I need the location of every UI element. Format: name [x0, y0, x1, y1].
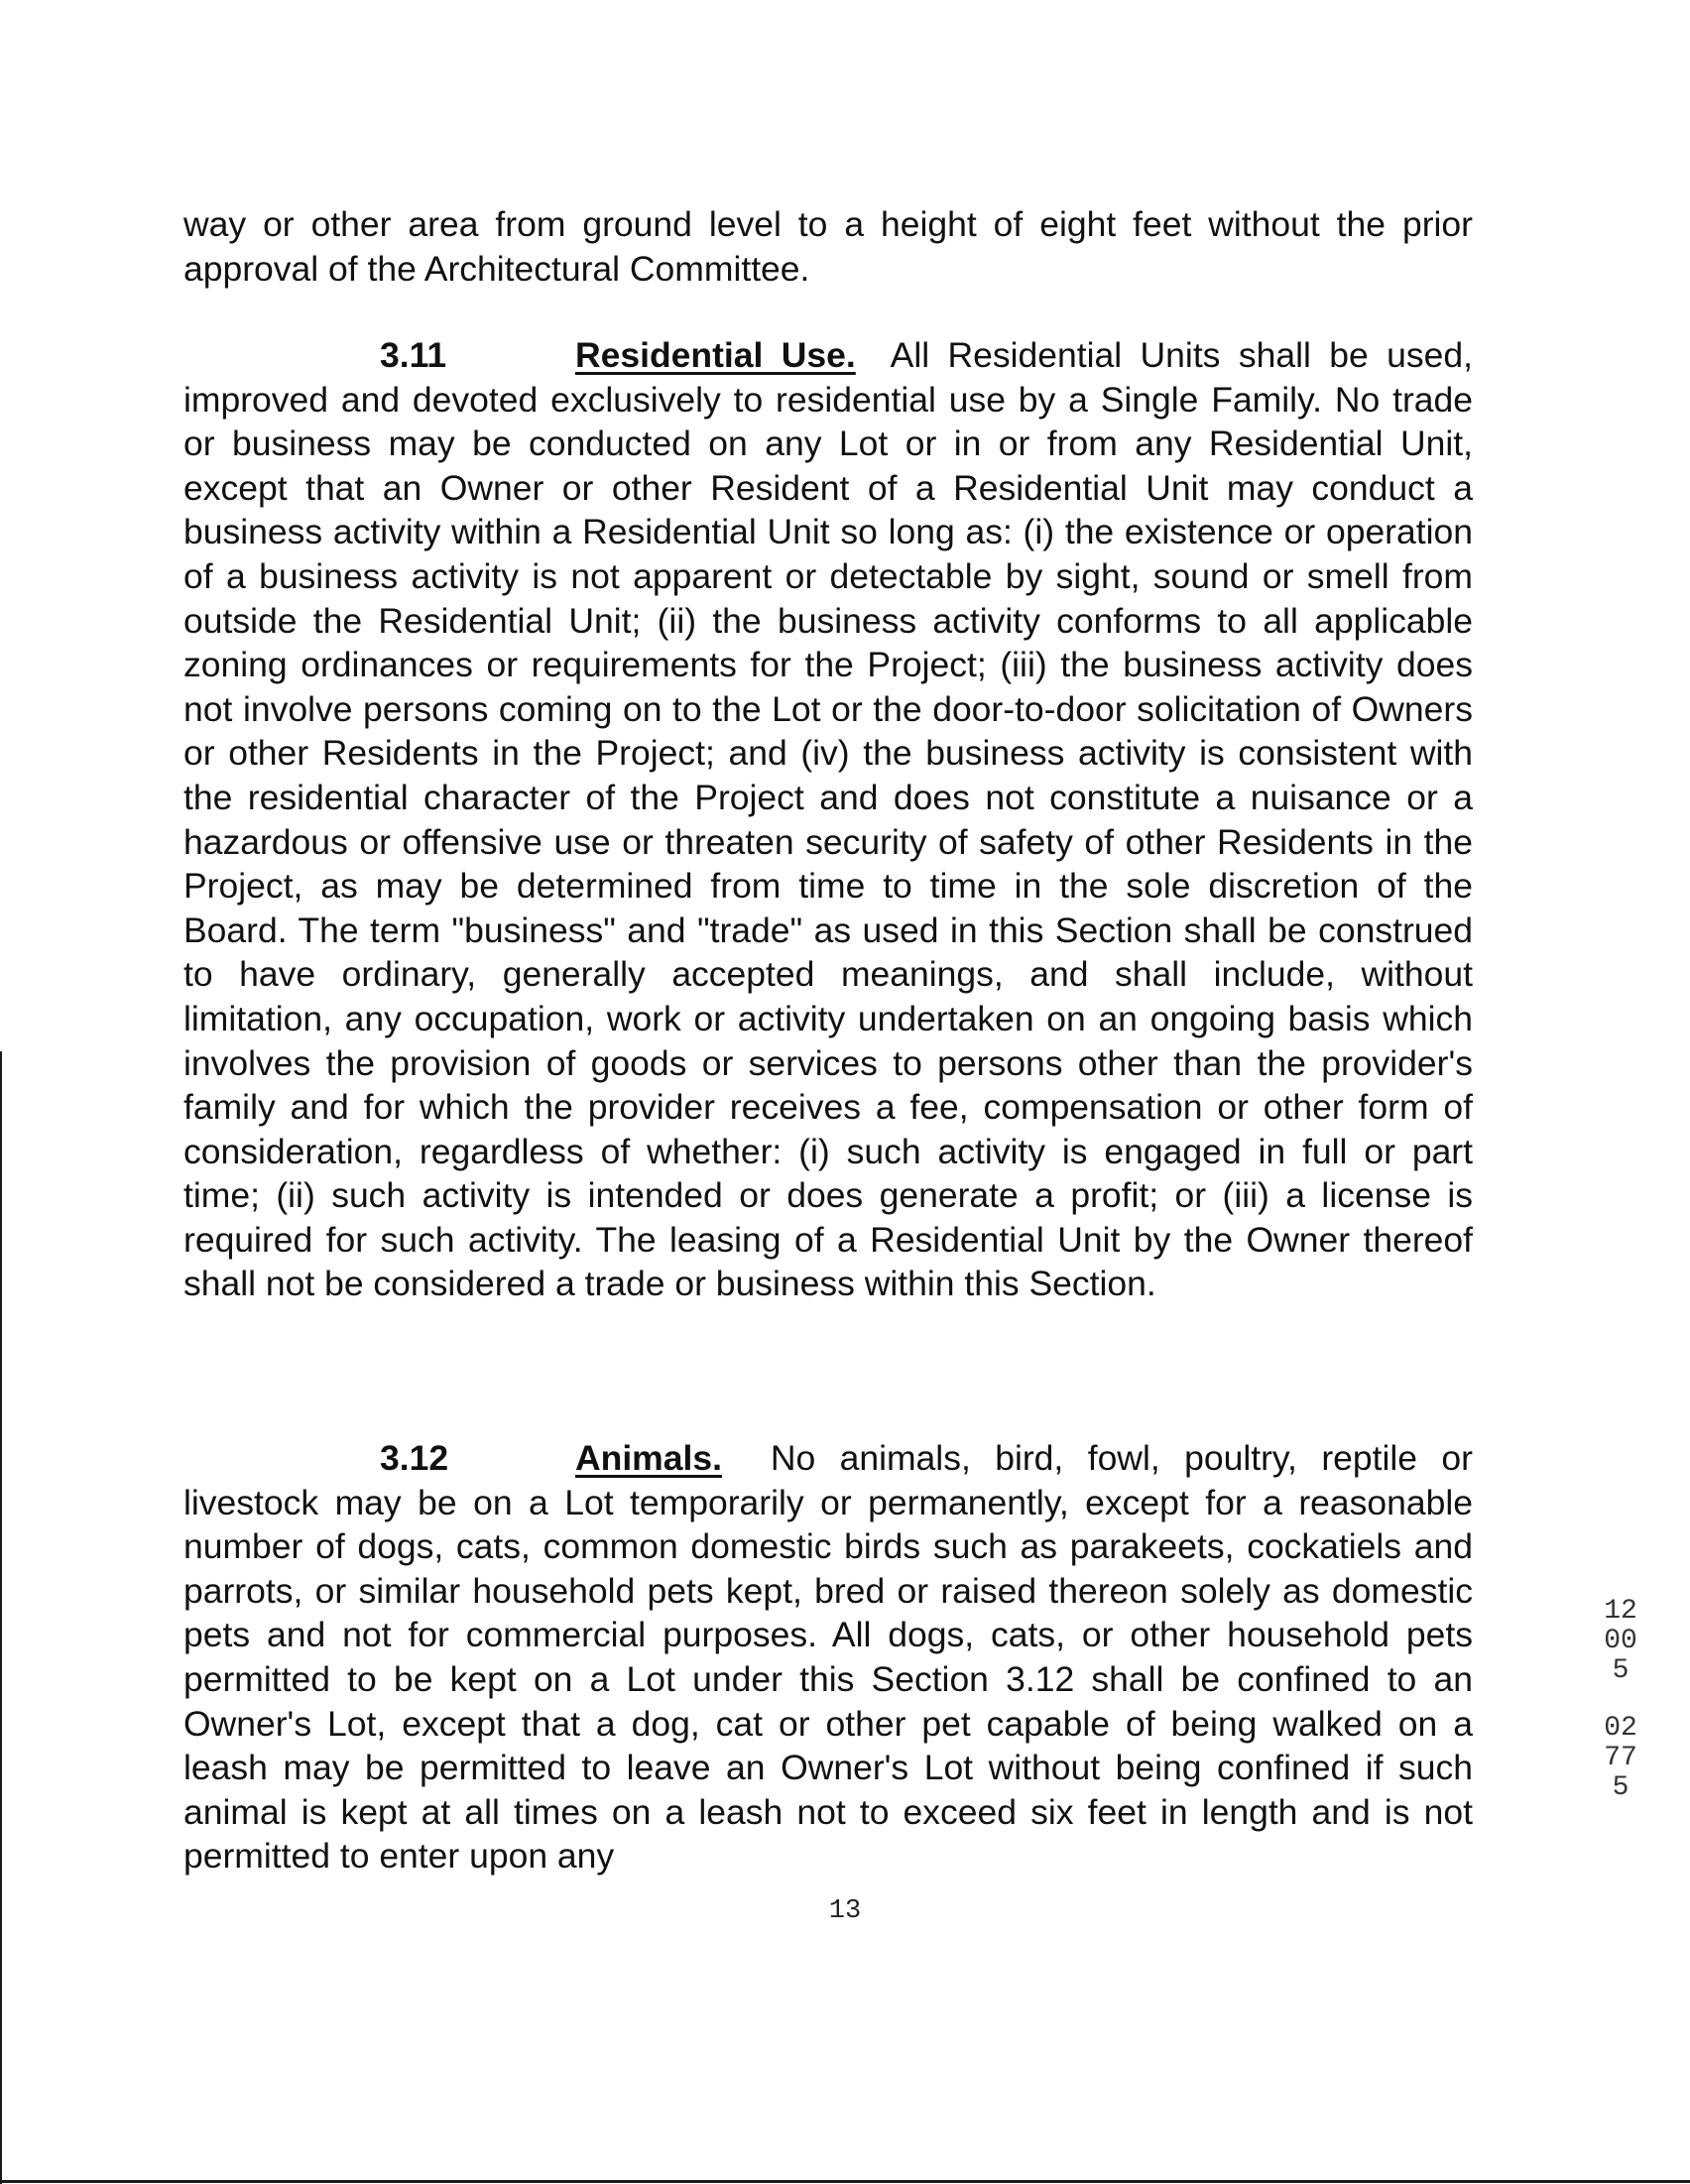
- section-title: Residential Use.: [575, 335, 856, 375]
- page-number: 13: [828, 1896, 862, 1926]
- section-3-11-paragraph: [183, 333, 1473, 1306]
- recording-stamp-part1: 12005: [1604, 1596, 1637, 1686]
- section-title: Animals.: [575, 1438, 722, 1478]
- section-body: All Residential Units shall be used, improved and devoted exclusively to residential use by a Single Family. No trade or business may be conducted on any Lot or in or from any Residential Unit, except that an Owner or other Resident of a Residential Unit may conduct a business activity within a Residential Unit so long as: (i) the existence or operation of a business activity is not apparent or detectable by sight, sound or smell from outside the Residential Unit; (ii) the business activity conforms to all applicable zoning ordinances or requirements for the Project; (iii) the business activity does not involve persons coming on to the Lot or the door-to-door solicitation of Owners or other Residents in the Project; and (iv) the business activity is consistent with the residential character of the Project and does not constitute a nuisance or a hazardous or offensive use or threaten security of safety of other Residents in the Project, as may be determined from time to time in the sole discretion of the Board. The term "business" and "trade" as used in this Section shall be construed to have ordinary, generally accepted meanings, and shall include, without limitation, any occupation, work or activity undertaken on an ongoing basis which involves the provision of goods or services to persons other than the provider's family and for which the provider receives a fee, compensation or other form of consideration, regardless of whether: (i) such activity is engaged in full or part time; (ii) such activity is intended or does generate a profit; or (iii) a license is required for such activity. The leasing of a Residential Unit by the Owner thereof shall not be considered a trade or business within this Section.: [183, 335, 1473, 1304]
- section-number: 3.12: [380, 1438, 449, 1478]
- section-3-12-paragraph: [183, 1436, 1473, 1879]
- scan-edge-left: [0, 1051, 2, 2184]
- continuation-text: way or other area from ground level to a height of eight feet without the prior approval of the Architectural Committee.: [183, 204, 1473, 289]
- recording-stamp: [1603, 1597, 1638, 1803]
- section-number: 3.11: [380, 335, 447, 375]
- recording-stamp-part2: 02775: [1604, 1713, 1637, 1803]
- scan-edge-bottom: [0, 2180, 1690, 2183]
- section-body: No animals, bird, fowl, poultry, reptile or livestock may be on a Lot temporarily or permanently, except for a reasonable number of dogs, cats, common domestic birds such as parakeets, cockatiels and parrots, or similar household pets kept, bred or raised thereon solely as domestic pets and not for commercial purposes. All dogs, cats, or other household pets permitted to be kept on a Lot under this Section 3.12 shall be confined to an Owner's Lot, except that a dog, cat or other pet capable of being walked on a leash may be permitted to leave an Owner's Lot without being confined if such animal is kept at all times on a leash not to exceed six feet in length and is not permitted to enter upon any: [183, 1438, 1473, 1877]
- continuation-paragraph: [183, 202, 1473, 291]
